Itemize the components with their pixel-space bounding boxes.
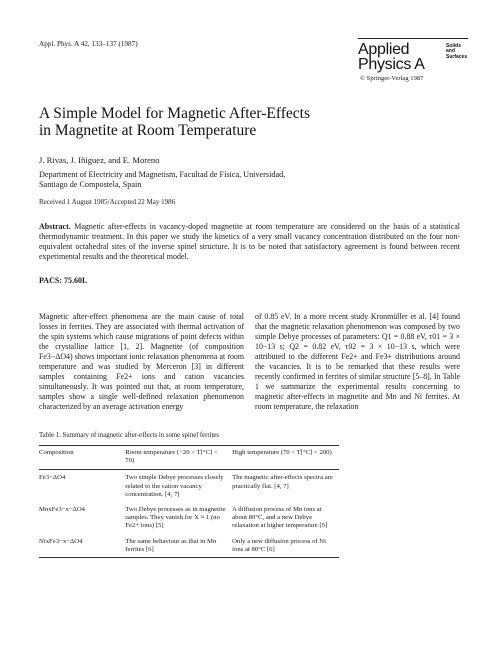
abstract-label: Abstract. xyxy=(39,222,71,231)
paper-title xyxy=(39,105,459,139)
journal-sub-line2: and xyxy=(446,48,455,55)
table-header-row xyxy=(39,446,339,470)
pacs-code: PACS: 75.60L xyxy=(39,276,88,285)
table-cell: The same behaviour as that in Mn ferrites [6] xyxy=(125,537,217,553)
table-cell: A diffusion process of Mn ions at about 80°C, and a new Debye relaxation at higher temperature [5] xyxy=(232,506,328,530)
table-row xyxy=(39,502,339,534)
affiliation-line2: Santiago de Compostela, Spain xyxy=(39,180,142,190)
summary-table xyxy=(39,445,339,558)
title-line1: A Simple Model for Magnetic After-Effects xyxy=(39,105,311,122)
abstract xyxy=(39,222,460,262)
abstract-text: Magnetic after-effects in vacancy-doped magnetite at room temperature are considered on the basis of a statistical thermodynamic treatment. In this paper we study the kinetics of a very small vacancy concentration distributed on the four non-equivalent octahedral sites of the inverse spinel structure. It is to be noted that satisfactory agreement is found between recent experimental results and the theoretical model. xyxy=(39,222,461,261)
header-composition: Composition xyxy=(39,449,74,456)
logo-rule xyxy=(358,38,468,39)
copyright: © Springer-Verlag 1987 xyxy=(360,75,424,82)
table-cell: Two simple Debye processes closely related to the cation vacancy concentration. [4, 7] xyxy=(125,474,224,498)
journal-name xyxy=(358,42,425,72)
table-cell: NixFe3−x−ΔO4 xyxy=(39,537,83,545)
table-cell: Only a new diffusion process of Ni ions at 80°C [6] xyxy=(232,537,326,553)
body-column-left: Magnetic after-effect phenomena are the main cause of total losses in ferrites. They are associated with thermal activation of the spin systems which cause migrations of point defects within the crystalline lattice [1, 2]. Magnetite (of composition Fe3−ΔO4) shows important ionic relaxation phenomena at room temperature and was studied by Merceron [3] in different samples containing Fe2+ ions and cation vacancies simultaneously. It was pointed out that, at room temperature, samples show a single well-defined relaxation phenomenon characterized by an average activation energy xyxy=(39,312,244,411)
journal-name-line1: Applied xyxy=(358,41,410,58)
title-line2: in Magnetite at Room Temperature xyxy=(39,122,257,139)
header-room-temperature: Room temperature (−20 < T[°C] < 70) xyxy=(125,449,218,465)
table-caption: Table 1. Summary of magnetic after-effects in some spinel ferrites xyxy=(39,432,220,439)
table-cell: The magnetic after-effects spectra are practically flat. [4, 7] xyxy=(232,474,333,490)
affiliation-line1: Department of Electricity and Magnetism, Facultad de Física, Universidad, xyxy=(39,170,286,179)
table-cell: Two Debye processes as in magnetite samples. They vanish for X ≈ 1 (no Fe2+ ions) [5] xyxy=(125,506,226,530)
header-high-temperature: High temperature (70 < T[°C] < 200) xyxy=(232,449,332,456)
body-column-right: of 0.85 eV. In a more recent study Kronmüller et al. [4] found that the magnetic relaxation phenomenon was composed by two simple Debye processes of parameters: Q1 = 0.88 eV, τ01 = 3 × 10−13 s; Q2 = 0.82 eV, τ02 = 3 × 10−13 s, which were attributed to the different Fe2+ and Fe3+ distributions around the vacancies. It is to be remarked that these results were recently confirmed in ferrites of similar structure [5–8]. In Table 1 we summarize the experimental results concerning to magnetic after-effects in magnetite and Mn and Ni ferrites. At room temperature, the relaxation xyxy=(255,312,460,411)
received-dates: Received 1 August 1985/Accepted 22 May 1986 xyxy=(39,198,176,206)
table-cell: MnxFe3−x−ΔO4 xyxy=(39,506,86,514)
table-row xyxy=(39,470,339,502)
authors: J. Rivas, J. Iñiguez, and E. Moreno xyxy=(39,155,160,165)
table-row xyxy=(39,534,339,558)
table-cell: Fe3−ΔO4 xyxy=(39,474,66,482)
journal-sub-line3: Surfaces xyxy=(446,53,468,60)
journal-sub-line1: Solids xyxy=(446,43,462,49)
journal-subtitle xyxy=(446,44,467,60)
affiliation xyxy=(39,170,459,190)
journal-name-line2: Physics A xyxy=(358,56,425,73)
journal-citation: Appl. Phys. A 42, 133–137 (1987) xyxy=(39,40,138,48)
